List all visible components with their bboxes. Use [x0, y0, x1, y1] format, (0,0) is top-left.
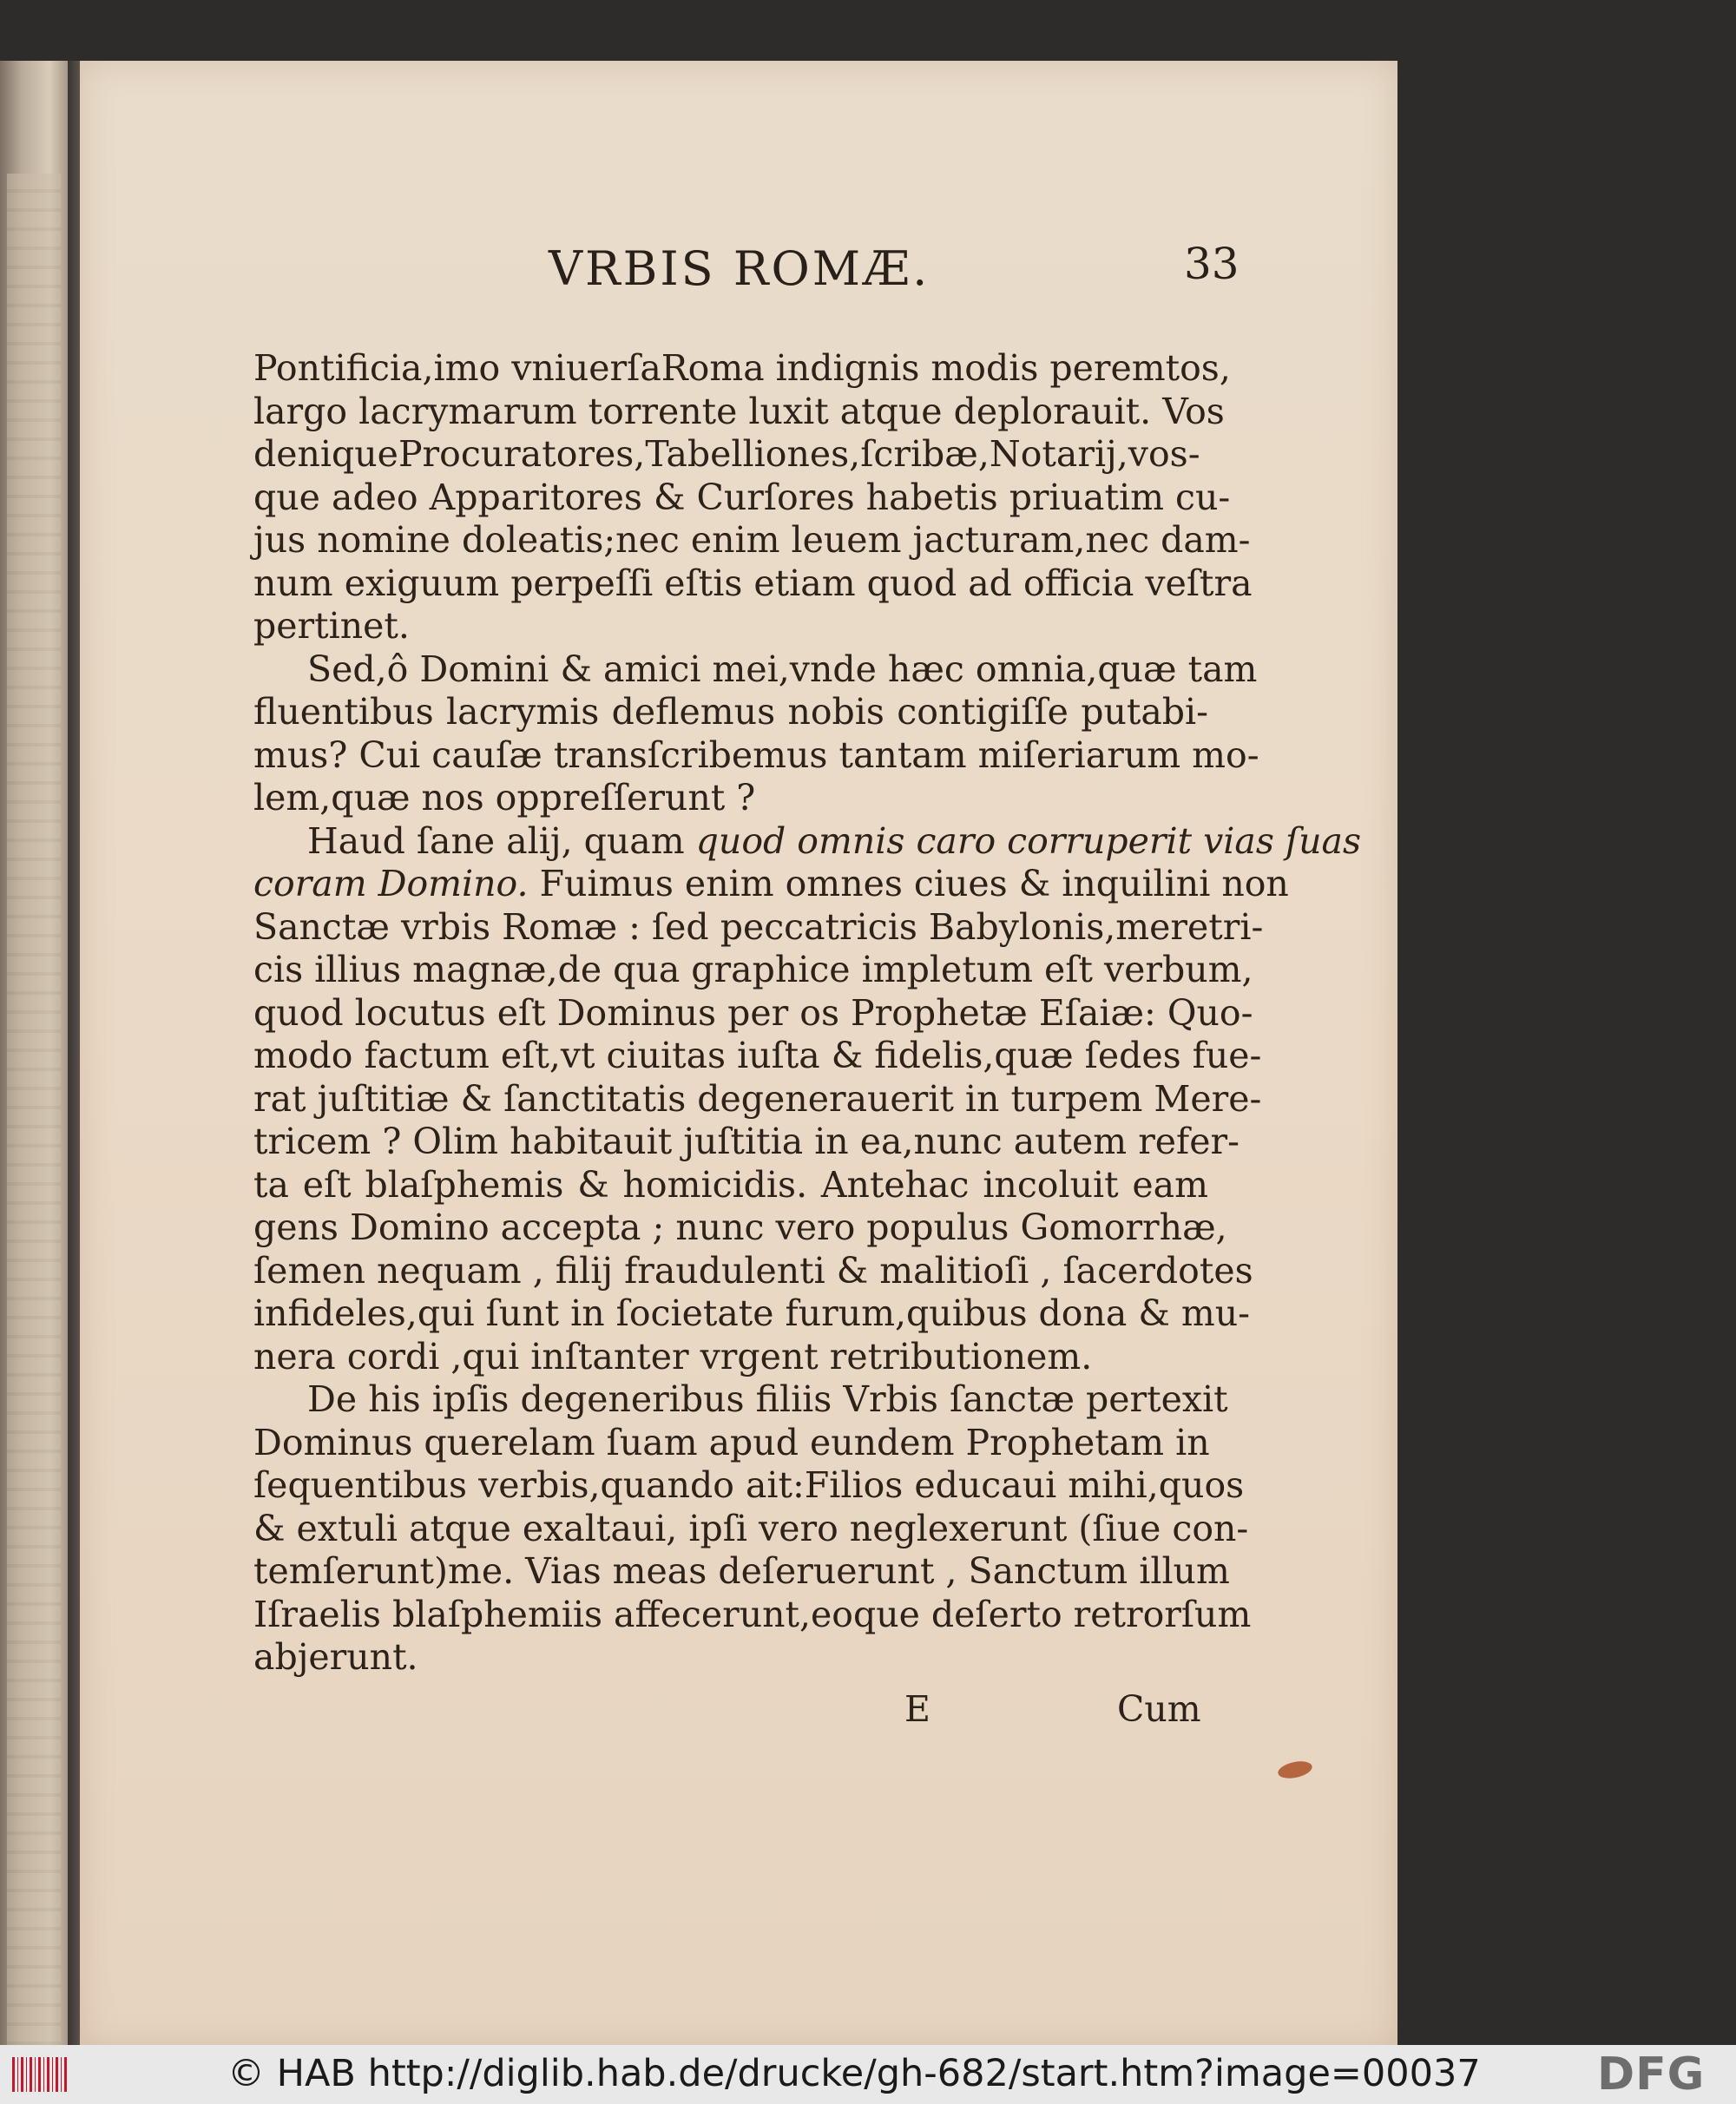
text-line: [253, 691, 1208, 734]
text-line: [253, 605, 1208, 648]
line-text: temſerunt)me. Vias meas deſeruerunt , Sanctum illum: [253, 1550, 1230, 1592]
text-line: [253, 1378, 1228, 1422]
line-text: Fuimus enim omnes ciues & inquilini non: [539, 863, 1289, 904]
text-line: [253, 347, 1231, 391]
line-text: Dominus querelam ſuam apud eundem Prophetam in: [253, 1421, 1210, 1463]
text-line: [253, 1464, 1245, 1508]
book-page: [80, 61, 1397, 2048]
text-line: [253, 390, 1225, 434]
book-edge: [0, 61, 71, 2048]
dfg-logo: DFG: [1597, 2048, 1706, 2101]
text-line: [253, 819, 1361, 864]
text-line: [253, 777, 1208, 820]
line-text: modo factum eſt,vt ciuitas iuſta & fidelis,quæ ſedes fue-: [253, 1035, 1262, 1076]
running-header: VRBIS ROMÆ.: [549, 241, 930, 296]
text-line: [253, 1249, 1253, 1293]
text-line: [253, 1593, 1252, 1637]
line-text: Pontificia,imo vniuerſaRoma indignis modis peremtos,: [253, 347, 1231, 389]
signature-mark: E: [904, 1688, 930, 1730]
line-text: Iſraelis blaſphemiis affecerunt,eoque deſerto retrorſum: [253, 1593, 1252, 1635]
footer-bar: [0, 2045, 1736, 2104]
line-text: mus? Cui cauſæ transſcribemus tantam miſeriarum mo-: [253, 733, 1259, 776]
text-line: [253, 949, 1253, 992]
line-text: Haud ſane alij, quam: [307, 819, 685, 862]
text-line: [253, 1636, 1208, 1680]
text-line: [253, 1292, 1251, 1336]
text-line: [253, 1164, 1208, 1207]
line-text: rat juſtitiæ & ſanctitatis degenerauerit in turpem Mere-: [253, 1077, 1262, 1120]
line-text: infideles,qui ſunt in ſocietate furum,quibus dona & mu-: [253, 1292, 1251, 1334]
line-text: ſequentibus verbis,quando ait:Filios educaui mihi,quos: [253, 1464, 1245, 1506]
line-text: num exiguum perpeſſi eſtis etiam quod ad officia veſtra: [253, 562, 1253, 604]
italic-phrase: quod omnis caro corruperit vias ſuas: [695, 819, 1361, 862]
text-line: [253, 519, 1251, 562]
text-line: [253, 1077, 1262, 1121]
line-text: deniqueProcuratores,Tabelliones,ſcribæ,Notarij,vos-: [253, 433, 1200, 475]
line-text: jus nomine doleatis;nec enim leuem jacturam,nec dam-: [253, 519, 1251, 561]
text-line: [253, 1121, 1240, 1164]
text-line: [253, 863, 1289, 906]
line-text: quod locutus eſt Dominus per os Prophetæ Eſaiæ: Quo-: [253, 991, 1253, 1034]
line-text: pertinet.: [253, 605, 410, 647]
previous-page-edge: [7, 174, 61, 2048]
line-text: Sed,ô Domini & amici mei,vnde hæc omnia,quæ tam: [307, 648, 1258, 690]
text-line: [253, 733, 1259, 778]
line-text: cis illius magnæ,de qua graphice impletum eſt verbum,: [253, 949, 1253, 990]
text-line: [253, 1422, 1208, 1465]
line-text: que adeo Apparitores & Curſores habetis priuatim cu-: [253, 476, 1231, 518]
text-line: [253, 1035, 1262, 1078]
text-line: [253, 476, 1231, 520]
page-number: 33: [1184, 239, 1240, 289]
text-line: [253, 648, 1258, 692]
text-line: [253, 562, 1253, 606]
text-line: [253, 991, 1253, 1036]
catchword: Cum: [1117, 1688, 1201, 1730]
line-text: & extuli atque exaltaui, ipſi vero neglexerunt (ſiue con-: [253, 1507, 1249, 1549]
line-text: gens Domino accepta ; nunc vero populus Gomorrhæ,: [253, 1207, 1227, 1248]
text-line: [253, 1207, 1227, 1250]
line-text: fluentibus lacrymis deflemus nobis contigiſſe putabi-: [253, 691, 1208, 733]
line-text: lem,quæ nos oppreſſerunt ?: [253, 777, 756, 819]
line-text: abjerunt.: [253, 1636, 418, 1678]
text-line: [253, 905, 1264, 950]
line-text: tricem ? Olim habitauit juſtitia in ea,nunc autem refer-: [253, 1121, 1240, 1162]
line-text: ta eſt blaſphemis & homicidis. Antehac incoluit eam: [253, 1163, 1208, 1206]
line-text: De his ipſis degeneribus filiis Vrbis ſanctæ pertexit: [307, 1378, 1228, 1420]
line-text: ſemen nequam , filij fraudulenti & malitioſi , ſacerdotes: [253, 1249, 1253, 1292]
text-line: [253, 1507, 1249, 1551]
italic-phrase: coram Domino.: [253, 863, 529, 904]
body-text: [253, 347, 1361, 1680]
paper-stain: [1277, 1759, 1314, 1781]
line-text: largo lacrymarum torrente luxit atque deplorauit. Vos: [253, 390, 1225, 432]
text-line: [253, 1550, 1230, 1594]
line-text: nera cordi ,qui inſtanter vrgent retributionem.: [253, 1335, 1093, 1377]
text-line: [253, 1336, 1208, 1379]
copyright-link[interactable]: © HAB http://diglib.hab.de/drucke/gh-682/start.htm?image=00037: [227, 2052, 1481, 2095]
barcode-icon: [12, 2057, 69, 2092]
line-text: Sanctæ vrbis Romæ : ſed peccatricis Babylonis,meretri-: [253, 905, 1264, 948]
text-line: [253, 433, 1208, 477]
